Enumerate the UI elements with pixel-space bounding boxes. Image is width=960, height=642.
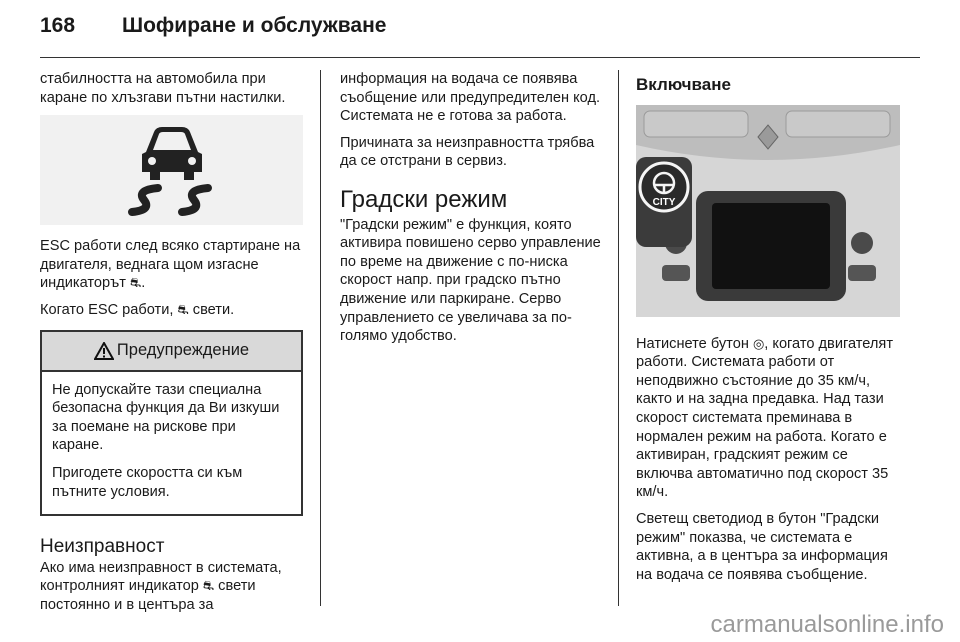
column-1 (40, 70, 303, 623)
paragraph: "Градски режим" е функция, която активира повишено серво управление по време на движение с по-ниска скорост напр. при градско пътно движение или паркиране. Серво управлението се увеличава за по-голямо удобство. (340, 216, 601, 345)
paragraph (40, 237, 303, 293)
header-rule (40, 57, 920, 58)
esc-illustration (40, 115, 303, 225)
skid-car-icon: ⛐ (177, 301, 189, 317)
warning-triangle-icon (94, 342, 114, 360)
paragraph (40, 559, 303, 615)
page-number: 168 (40, 14, 76, 37)
skid-car-icon (122, 122, 222, 218)
text-run: Натиснете бутон (636, 335, 753, 352)
paragraph: Светещ светодиод в бутон "Градски режим" показва, че системата е активна, а в центъра за информация на водача се появява съобщение. (636, 510, 888, 583)
dashboard-photo (636, 105, 900, 317)
warning-box (40, 330, 303, 517)
paragraph (40, 301, 303, 320)
skid-car-icon: ⛐ (130, 275, 142, 291)
text-run: ESC работи след всяко стартиране на двигателя, веднага щом изгасне индикаторът (40, 238, 301, 292)
column-divider (320, 70, 321, 606)
paragraph: информация на водача се появява съобщение или предупредителен код. Системата не е готова за работа. (340, 71, 601, 125)
page-header (40, 14, 920, 54)
warning-title: Предупреждение (116, 341, 250, 360)
city-label: CITY (652, 196, 676, 208)
skid-car-icon: ⛐ (202, 578, 215, 594)
watermark: carmanualsonline.info (710, 611, 944, 638)
paragraph: стабилността на автомобила при каране по хлъзгави пътни настилки. (40, 71, 286, 106)
column-3 (636, 70, 904, 592)
text-run: . (141, 275, 146, 292)
section-heading: Неизправност (40, 536, 165, 558)
section-heading: Включване (636, 75, 731, 94)
warning-body (42, 372, 301, 515)
paragraph: Причината за неизправността трябва да се отстрани в сервиз. (340, 134, 595, 170)
column-2 (340, 70, 603, 354)
section-heading: Градски режим (340, 185, 508, 213)
paragraph (636, 335, 904, 502)
text-run: Ако има неизправност в системата, контролният индикатор (40, 559, 282, 595)
text-run: свети постоянно и в центъра за (40, 578, 256, 613)
warning-header (42, 332, 301, 372)
text-run: свети. (188, 301, 235, 318)
text-run: , когато двигателят работи. Системата работи от неподвижно състояние до 35 км/ч, както и на задна предавка. Над тази скорост системата преминава в нормален режим на работа. Когато е активиран, градският режим се включва автоматично под скорост 35 км/ч. (636, 335, 894, 501)
text-run: Когато ESC работи, (40, 301, 178, 318)
paragraph: Не допускайте тази специална безопасна функция да Ви изкуши за поемане на рискове при каране. (52, 381, 280, 454)
chapter-title: Шофиране и обслужване (122, 14, 387, 37)
column-divider (618, 70, 619, 606)
steering-wheel-icon: ◎ (752, 335, 765, 351)
paragraph: Пригодете скоростта си към пътните условия. (52, 464, 243, 500)
